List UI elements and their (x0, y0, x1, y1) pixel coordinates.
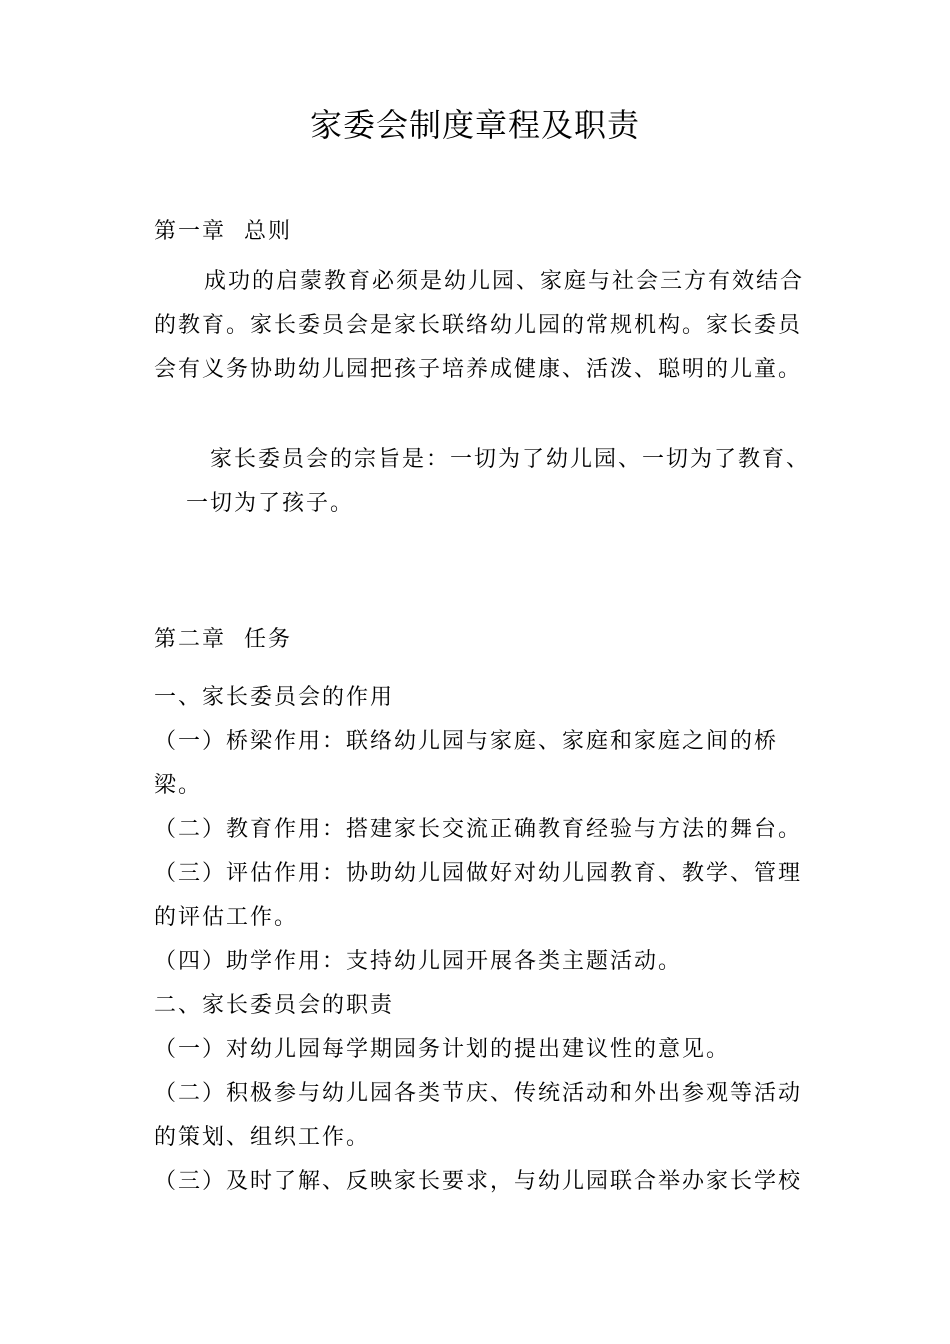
chapter-2-content (154, 676, 819, 1204)
section-heading-role: 一、家长委员会的作用 (154, 685, 395, 710)
section-heading-duties: 二、家长委员会的职责 (154, 993, 395, 1018)
list-item: （二）教育作用：搭建家长交流正确教育经验与方法的舞台。 (154, 817, 803, 842)
chapter-1-paragraph-2: 家长委员会的宗旨是：一切为了幼儿园、一切为了教育、一切为了孩子。 (186, 447, 811, 516)
list-item: （一）对幼儿园每学期园务计划的提出建议性的意见。 (154, 1037, 731, 1062)
chapter-1-heading: 第一章 总则 (154, 219, 292, 244)
document-title: 家委会制度章程及职责 (309, 106, 640, 144)
chapter-2-heading: 第二章 任务 (154, 627, 292, 652)
list-item: （四）助学作用：支持幼儿园开展各类主题活动。 (154, 949, 683, 974)
chapter-1-paragraph-1: 成功的启蒙教育必须是幼儿园、家庭与社会三方有效结合的教育。家长委员会是家长联络幼儿园的常规机构。家长委员会有义务协助幼儿园把孩子培养成健康、活泼、聪明的儿童。 (154, 269, 805, 382)
list-item: （一）桥梁作用：联络幼儿园与家庭、家庭和家庭之间的桥梁。 (154, 729, 779, 798)
list-item: （三）及时了解、反映家长要求，与幼儿园联合举办家长学校 (154, 1169, 803, 1194)
list-item: （二）积极参与幼儿园各类节庆、传统活动和外出参观等活动的策划、组织工作。 (154, 1081, 803, 1150)
list-item: （三）评估作用：协助幼儿园做好对幼儿园教育、教学、管理的评估工作。 (154, 861, 803, 930)
